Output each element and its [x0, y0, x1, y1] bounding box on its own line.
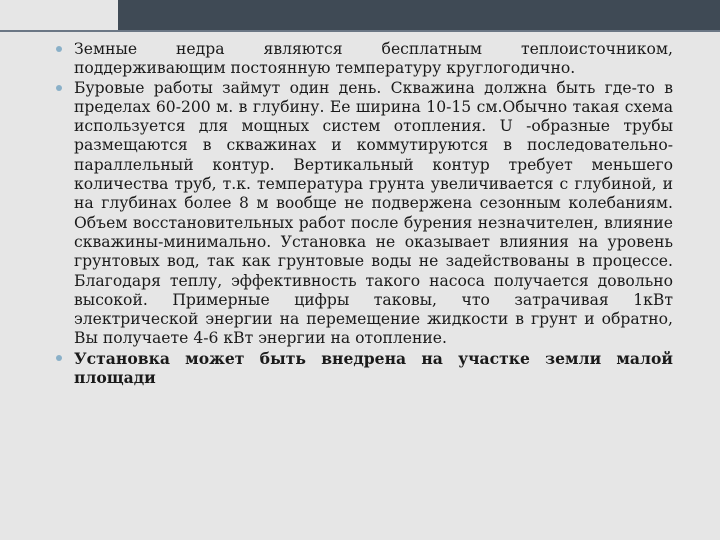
bullet-item-1: [52, 40, 673, 79]
bullet-marker: [56, 355, 62, 361]
bullet-text: Установка может быть внедрена на участке земли малой площади: [74, 348, 673, 388]
bullet-text: Буровые работы займут один день. Скважина должна быть где-то в пределах 60-200 м. в глубину. Ее ширина 10-15 см.Обычно такая схема используется для мощных систем отопления. U -образные трубы размещаются в скважинах и коммутируются в последовательно-параллельный контур. Вертикальный контур требует меньшего количества труб, т.к. температура грунта увеличивается с глубиной, и на глубинах более 8 м вообще не подвержена сезонным колебаниям. Объем восстановительных работ после бурения незначителен, влияние скважины-минимально. Установка не оказывает влияния на уровень грунтовых вод, так как грунтовые воды не задействованы в процессе. Благодаря теплу, эффективность такого насоса получается довольно высокой. Примерные цифры таковы, что затрачивая 1кВт электрической энергии на перемещение жидкости в грунт и обратно, Вы получаете 4-6 кВт энергии на отопление.: [74, 78, 673, 348]
bullet-marker: [56, 46, 62, 52]
bullet-text: Земные недра являются бесплатным теплоисточником, поддерживающим постоянную температуру круглогодично.: [74, 40, 673, 78]
bullet-list: [52, 40, 673, 387]
slide-header-divider: [0, 30, 720, 32]
bullet-item-3: [52, 349, 673, 388]
bullet-item-2: [52, 79, 673, 349]
slide-content: [52, 40, 673, 387]
slide-header-dark-bar: [118, 0, 720, 30]
bullet-marker: [56, 85, 62, 91]
